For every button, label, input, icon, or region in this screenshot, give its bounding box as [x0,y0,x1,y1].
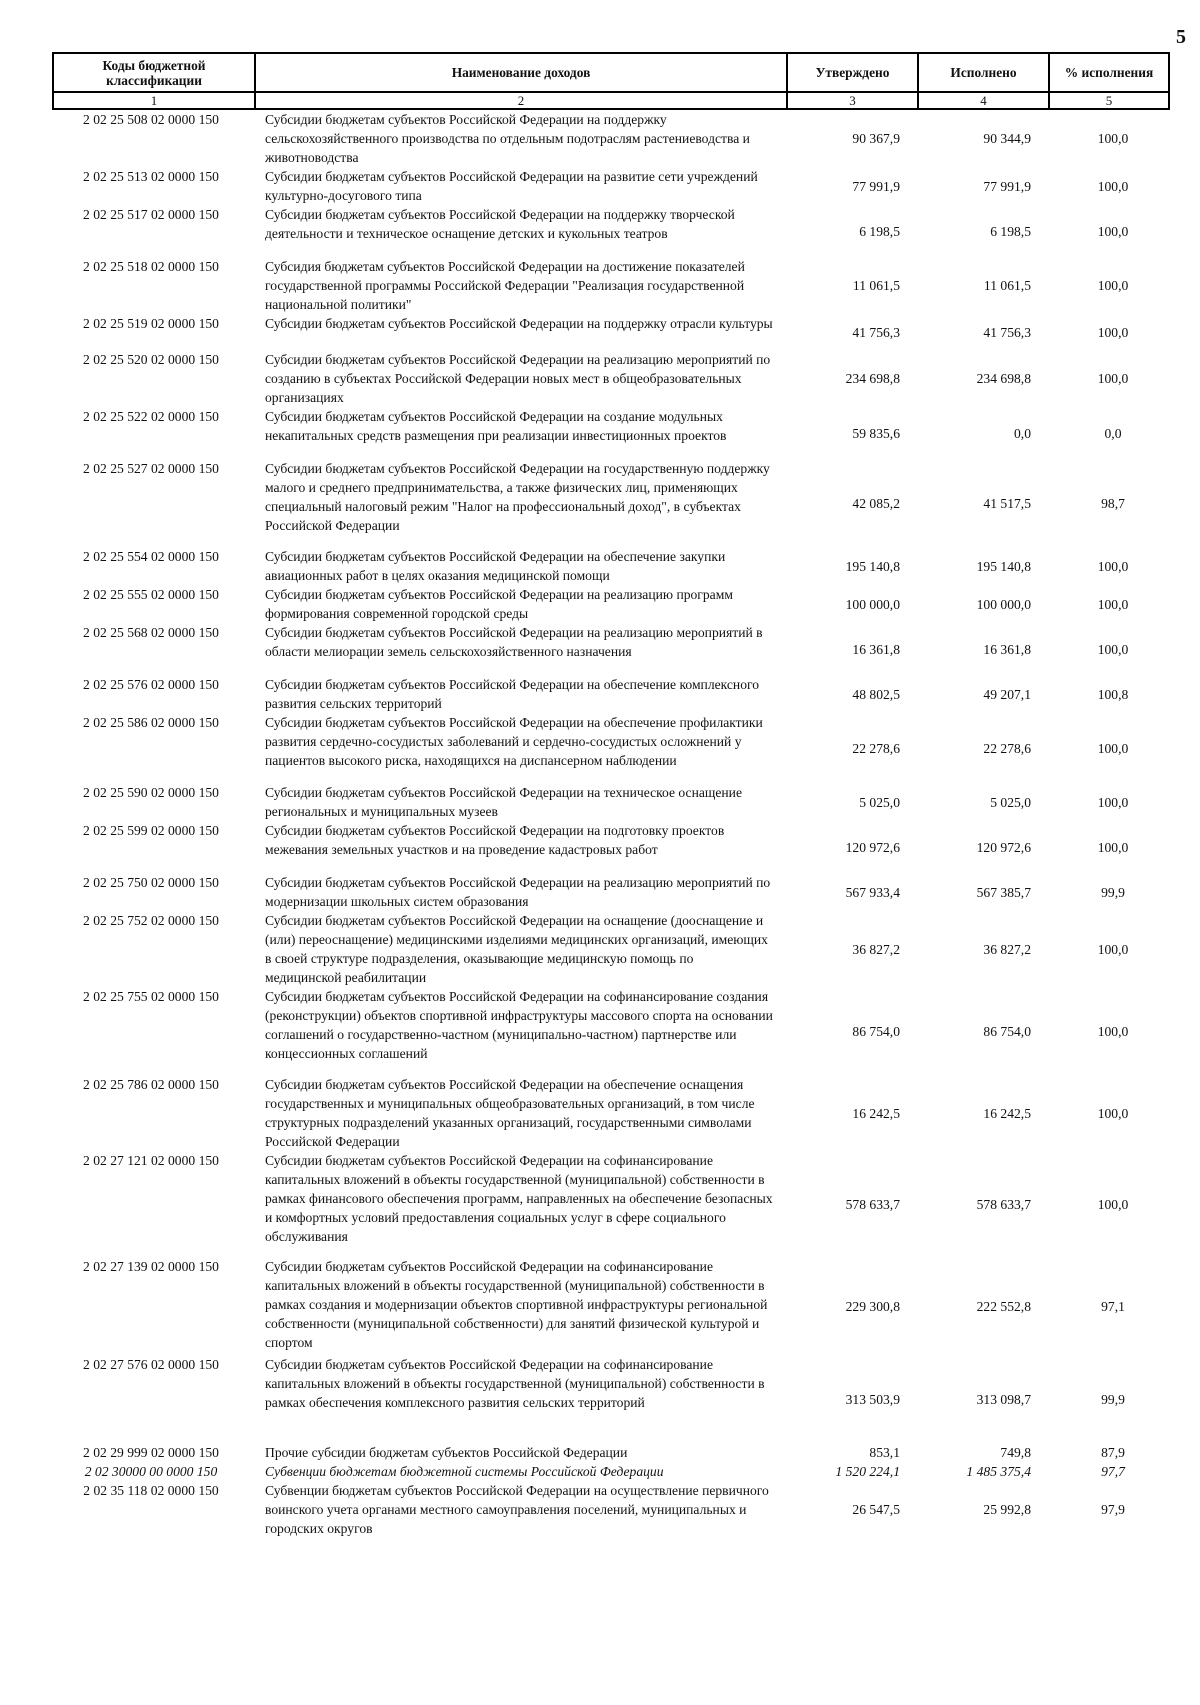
row-executed: 49 207,1 [983,686,1031,702]
table-body [53,109,1169,1538]
row-percent: 100,0 [1097,839,1129,855]
row-percent: 0,0 [1104,425,1122,441]
row-percent: 87,9 [1101,1445,1125,1460]
row-approved: 195 140,8 [845,558,900,574]
row-approved: 120 972,6 [845,839,900,855]
row-executed: 77 991,9 [983,178,1031,194]
row-executed: 16 242,5 [983,1105,1031,1121]
row-name: Субвенции бюджетам бюджетной системы Российской Федерации [265,1464,664,1479]
table-row [53,1075,1169,1151]
row-executed: 22 278,6 [983,740,1031,756]
row-percent: 100,0 [1097,558,1129,574]
table-row [53,257,1169,314]
row-executed: 234 698,8 [976,371,1031,386]
table-row [53,314,1169,350]
table-row [53,459,1169,547]
row-code: 2 02 25 520 02 0000 150 [83,352,219,367]
row-percent: 100,0 [1097,740,1129,756]
row-code: 2 02 25 586 02 0000 150 [83,715,219,730]
row-approved: 48 802,5 [852,686,900,702]
row-code: 2 02 25 519 02 0000 150 [83,316,219,331]
page-number: 5 [1176,26,1186,48]
row-code: 2 02 25 755 02 0000 150 [83,989,219,1004]
header-num-3: 3 [787,92,918,109]
row-executed: 25 992,8 [983,1502,1031,1517]
row-executed: 100 000,0 [976,596,1031,612]
row-name: Субсидии бюджетам субъектов Российской Федерации на техническое оснащение региональных и муниципальных музеев [265,785,742,819]
row-percent: 100,0 [1097,371,1129,386]
table-row [53,623,1169,675]
row-percent: 100,0 [1097,1023,1129,1039]
row-executed: 41 756,3 [983,324,1031,340]
row-executed: 90 344,9 [983,131,1031,146]
row-name: Субсидии бюджетам субъектов Российской Федерации на обеспечение комплексного развития сельских территорий [265,677,760,711]
row-code: 2 02 25 522 02 0000 150 [83,409,219,424]
table-row [53,205,1169,257]
table-row [53,987,1169,1075]
row-code: 2 02 25 599 02 0000 150 [83,823,219,838]
row-name: Субсидии бюджетам субъектов Российской Федерации на поддержку отрасли культуры [265,316,773,331]
row-code: 2 02 25 590 02 0000 150 [83,785,219,800]
row-executed: 749,8 [1000,1445,1031,1460]
table-row [53,675,1169,713]
row-approved: 36 827,2 [852,941,900,957]
row-code: 2 02 25 576 02 0000 150 [83,677,219,692]
row-executed: 11 061,5 [983,278,1031,293]
table-row [53,407,1169,459]
row-name: Субвенции бюджетам субъектов Российской Федерации на осуществление первичного воинского учета органами местного самоуправления поселений, муниципальных и городских округов [265,1483,769,1536]
row-executed: 16 361,8 [983,641,1031,657]
row-percent: 100,0 [1097,641,1129,657]
row-percent: 100,0 [1097,596,1129,612]
row-code: 2 02 25 752 02 0000 150 [83,913,219,928]
row-executed: 41 517,5 [983,495,1031,511]
row-code: 2 02 25 518 02 0000 150 [83,259,219,274]
row-executed: 313 098,7 [976,1391,1031,1407]
row-percent: 100,8 [1097,686,1129,702]
table-row [53,585,1169,623]
row-approved: 86 754,0 [852,1023,900,1039]
row-percent: 100,0 [1097,1196,1129,1212]
row-approved: 313 503,9 [845,1391,900,1407]
row-approved: 42 085,2 [852,495,900,511]
header-num-2: 2 [255,92,787,109]
row-approved: 567 933,4 [845,884,900,900]
row-approved: 26 547,5 [852,1502,900,1517]
row-name: Субсидии бюджетам субъектов Российской Федерации на софинансирование капитальных вложений в объекты государственной (муниципальной) собственности в рамках финансового обеспечения программ, направленных на обеспечение безопасных и комфортных условий предоставления социальных услуг в сфере социального обслуживания [265,1153,773,1244]
row-code: 2 02 25 513 02 0000 150 [83,169,219,184]
row-code: 2 02 25 527 02 0000 150 [83,461,219,476]
row-code: 2 02 35 118 02 0000 150 [83,1483,219,1498]
row-approved: 41 756,3 [852,324,900,340]
table-row [53,713,1169,783]
row-approved: 234 698,8 [845,371,900,386]
row-approved: 1 520 224,1 [835,1464,900,1479]
row-code: 2 02 25 568 02 0000 150 [83,625,219,640]
row-name: Субсидия бюджетам субъектов Российской Федерации на достижение показателей государственной программы Российской Федерации "Реализация государственной национальной политики" [265,259,745,312]
row-percent: 97,1 [1101,1298,1125,1314]
row-percent: 100,0 [1097,131,1129,146]
header-name: Наименование доходов [255,53,787,92]
table-row [53,350,1169,407]
header-num-5: 5 [1049,92,1169,109]
table-row [53,821,1169,873]
row-name: Субсидии бюджетам субъектов Российской Федерации на реализацию мероприятий по модернизации школьных систем образования [265,875,771,909]
header-percent: % исполнения [1049,53,1169,92]
row-approved: 77 991,9 [852,178,900,194]
row-approved: 853,1 [869,1445,900,1460]
row-approved: 229 300,8 [845,1298,900,1314]
row-percent: 100,0 [1097,794,1129,810]
table-row [53,1443,1169,1462]
row-executed: 567 385,7 [976,884,1031,900]
row-name: Субсидии бюджетам субъектов Российской Федерации на обеспечение оснащения государственных и муниципальных общеобразовательных организаций, в том числе структурных подразделений указанных организаций, государственными символами Российской Федерации [265,1077,755,1149]
table-row [53,1355,1169,1443]
header-approved: Утверждено [787,53,918,92]
row-code: 2 02 30000 00 0000 150 [84,1464,218,1479]
header-num-4: 4 [918,92,1049,109]
row-percent: 100,0 [1097,178,1129,194]
row-approved: 16 242,5 [852,1105,900,1121]
table-row [53,1462,1169,1481]
table-row [53,1151,1169,1257]
revenue-table [52,52,1170,1538]
row-name: Субсидии бюджетам субъектов Российской Федерации на реализацию мероприятий в области мелиорации земель сельскохозяйственного назначения [265,625,763,659]
row-code: 2 02 27 139 02 0000 150 [83,1259,219,1274]
table-row [53,167,1169,205]
row-name: Субсидии бюджетам субъектов Российской Федерации на обеспечение профилактики развития сердечно-сосудистых заболеваний и сердечно-сосудистых осложнений у пациентов высокого риска, находящихся на диспансерном наблюдении [265,715,763,768]
row-name: Субсидии бюджетам субъектов Российской Федерации на поддержку сельскохозяйственного производства по отдельным подотраслям растениеводства и животноводства [265,112,750,165]
row-name: Субсидии бюджетам субъектов Российской Федерации на обеспечение закупки авиационных работ в целях оказания медицинской помощи [265,549,726,583]
row-percent: 99,9 [1101,1391,1125,1407]
row-approved: 22 278,6 [852,740,900,756]
row-executed: 578 633,7 [976,1196,1031,1212]
row-name: Субсидии бюджетам субъектов Российской Федерации на софинансирование капитальных вложений в объекты государственной (муниципальной) собственности в рамках обеспечения комплексного развития сельских территорий [265,1357,765,1410]
row-code: 2 02 25 555 02 0000 150 [83,587,219,602]
row-code: 2 02 27 121 02 0000 150 [83,1153,219,1168]
row-percent: 100,0 [1097,324,1129,340]
row-executed: 6 198,5 [990,223,1031,239]
row-name: Субсидии бюджетам субъектов Российской Федерации на создание модульных некапитальных средств размещения при реализации инвестиционных проектов [265,409,727,443]
table-row [53,109,1169,167]
row-code: 2 02 25 517 02 0000 150 [83,207,219,222]
row-name: Субсидии бюджетам субъектов Российской Федерации на реализацию программ формирования современной городской среды [265,587,733,621]
table-row [53,1257,1169,1355]
row-approved: 6 198,5 [859,223,900,239]
row-executed: 0,0 [1014,425,1031,441]
row-approved: 5 025,0 [859,794,900,810]
row-name: Субсидии бюджетам субъектов Российской Федерации на софинансирование создания (реконструкции) объектов спортивной инфраструктуры массового спорта на основании соглашений о государственно-частном (муниципально-частном) партнерстве или концессионных соглашений [265,989,773,1061]
header-executed: Исполнено [918,53,1049,92]
row-code: 2 02 25 508 02 0000 150 [83,112,219,127]
row-percent: 100,0 [1097,1105,1129,1121]
row-percent: 97,7 [1101,1464,1125,1479]
row-executed: 195 140,8 [976,558,1031,574]
row-code: 2 02 25 786 02 0000 150 [83,1077,219,1092]
row-approved: 59 835,6 [852,425,900,441]
table-row [53,783,1169,821]
row-name: Субсидии бюджетам субъектов Российской Федерации на реализацию мероприятий по созданию в субъектах Российской Федерации новых мест в общеобразовательных организациях [265,352,771,405]
row-code: 2 02 25 750 02 0000 150 [83,875,219,890]
row-name: Прочие субсидии бюджетам субъектов Российской Федерации [265,1445,628,1460]
table-row [53,911,1169,987]
row-executed: 222 552,8 [976,1298,1031,1314]
row-executed: 1 485 375,4 [966,1464,1031,1479]
row-percent: 100,0 [1097,941,1129,957]
row-name: Субсидии бюджетам субъектов Российской Федерации на софинансирование капитальных вложений в объекты государственной (муниципальной) собственности в рамках создания и модернизации объектов спортивной инфраструктуры региональной собственности (муниципальной собственности) для занятий физической культурой и спортом [265,1259,768,1350]
row-percent: 100,0 [1097,278,1129,293]
row-name: Субсидии бюджетам субъектов Российской Федерации на поддержку творческой деятельности и техническое оснащение детских и кукольных театров [265,207,735,241]
table-row [53,873,1169,911]
header-code: Коды бюджетной классификации [53,53,255,92]
row-percent: 100,0 [1097,223,1129,239]
row-percent: 99,9 [1101,884,1125,900]
row-approved: 11 061,5 [852,278,900,293]
row-approved: 90 367,9 [852,131,900,146]
header-num-1: 1 [53,92,255,109]
row-code: 2 02 27 576 02 0000 150 [83,1357,219,1372]
row-approved: 578 633,7 [845,1196,900,1212]
row-code: 2 02 29 999 02 0000 150 [83,1445,219,1460]
table-row [53,1481,1169,1538]
row-approved: 100 000,0 [845,596,900,612]
row-name: Субсидии бюджетам субъектов Российской Федерации на подготовку проектов межевания земельных участков и на проведение кадастровых работ [265,823,725,857]
row-approved: 16 361,8 [852,641,900,657]
row-name: Субсидии бюджетам субъектов Российской Федерации на оснащение (дооснащение и (или) переоснащение) медицинскими изделиями медицинских организаций, имеющих в своей структуре подразделения, оказывающие медицинскую помощь по медицинской реабилитации [265,913,768,985]
row-percent: 97,9 [1101,1502,1125,1517]
row-name: Субсидии бюджетам субъектов Российской Федерации на государственную поддержку малого и среднего предпринимательства, а также физических лиц, применяющих специальный налоговый режим "Налог на профессиональный доход", в субъектах Российской Федерации [265,461,770,533]
row-code: 2 02 25 554 02 0000 150 [83,549,219,564]
row-executed: 5 025,0 [990,794,1031,810]
row-percent: 98,7 [1101,495,1125,511]
row-name: Субсидии бюджетам субъектов Российской Федерации на развитие сети учреждений культурно-досугового типа [265,169,758,203]
row-executed: 120 972,6 [976,839,1031,855]
row-executed: 86 754,0 [983,1023,1031,1039]
table-row [53,547,1169,585]
row-executed: 36 827,2 [983,941,1031,957]
